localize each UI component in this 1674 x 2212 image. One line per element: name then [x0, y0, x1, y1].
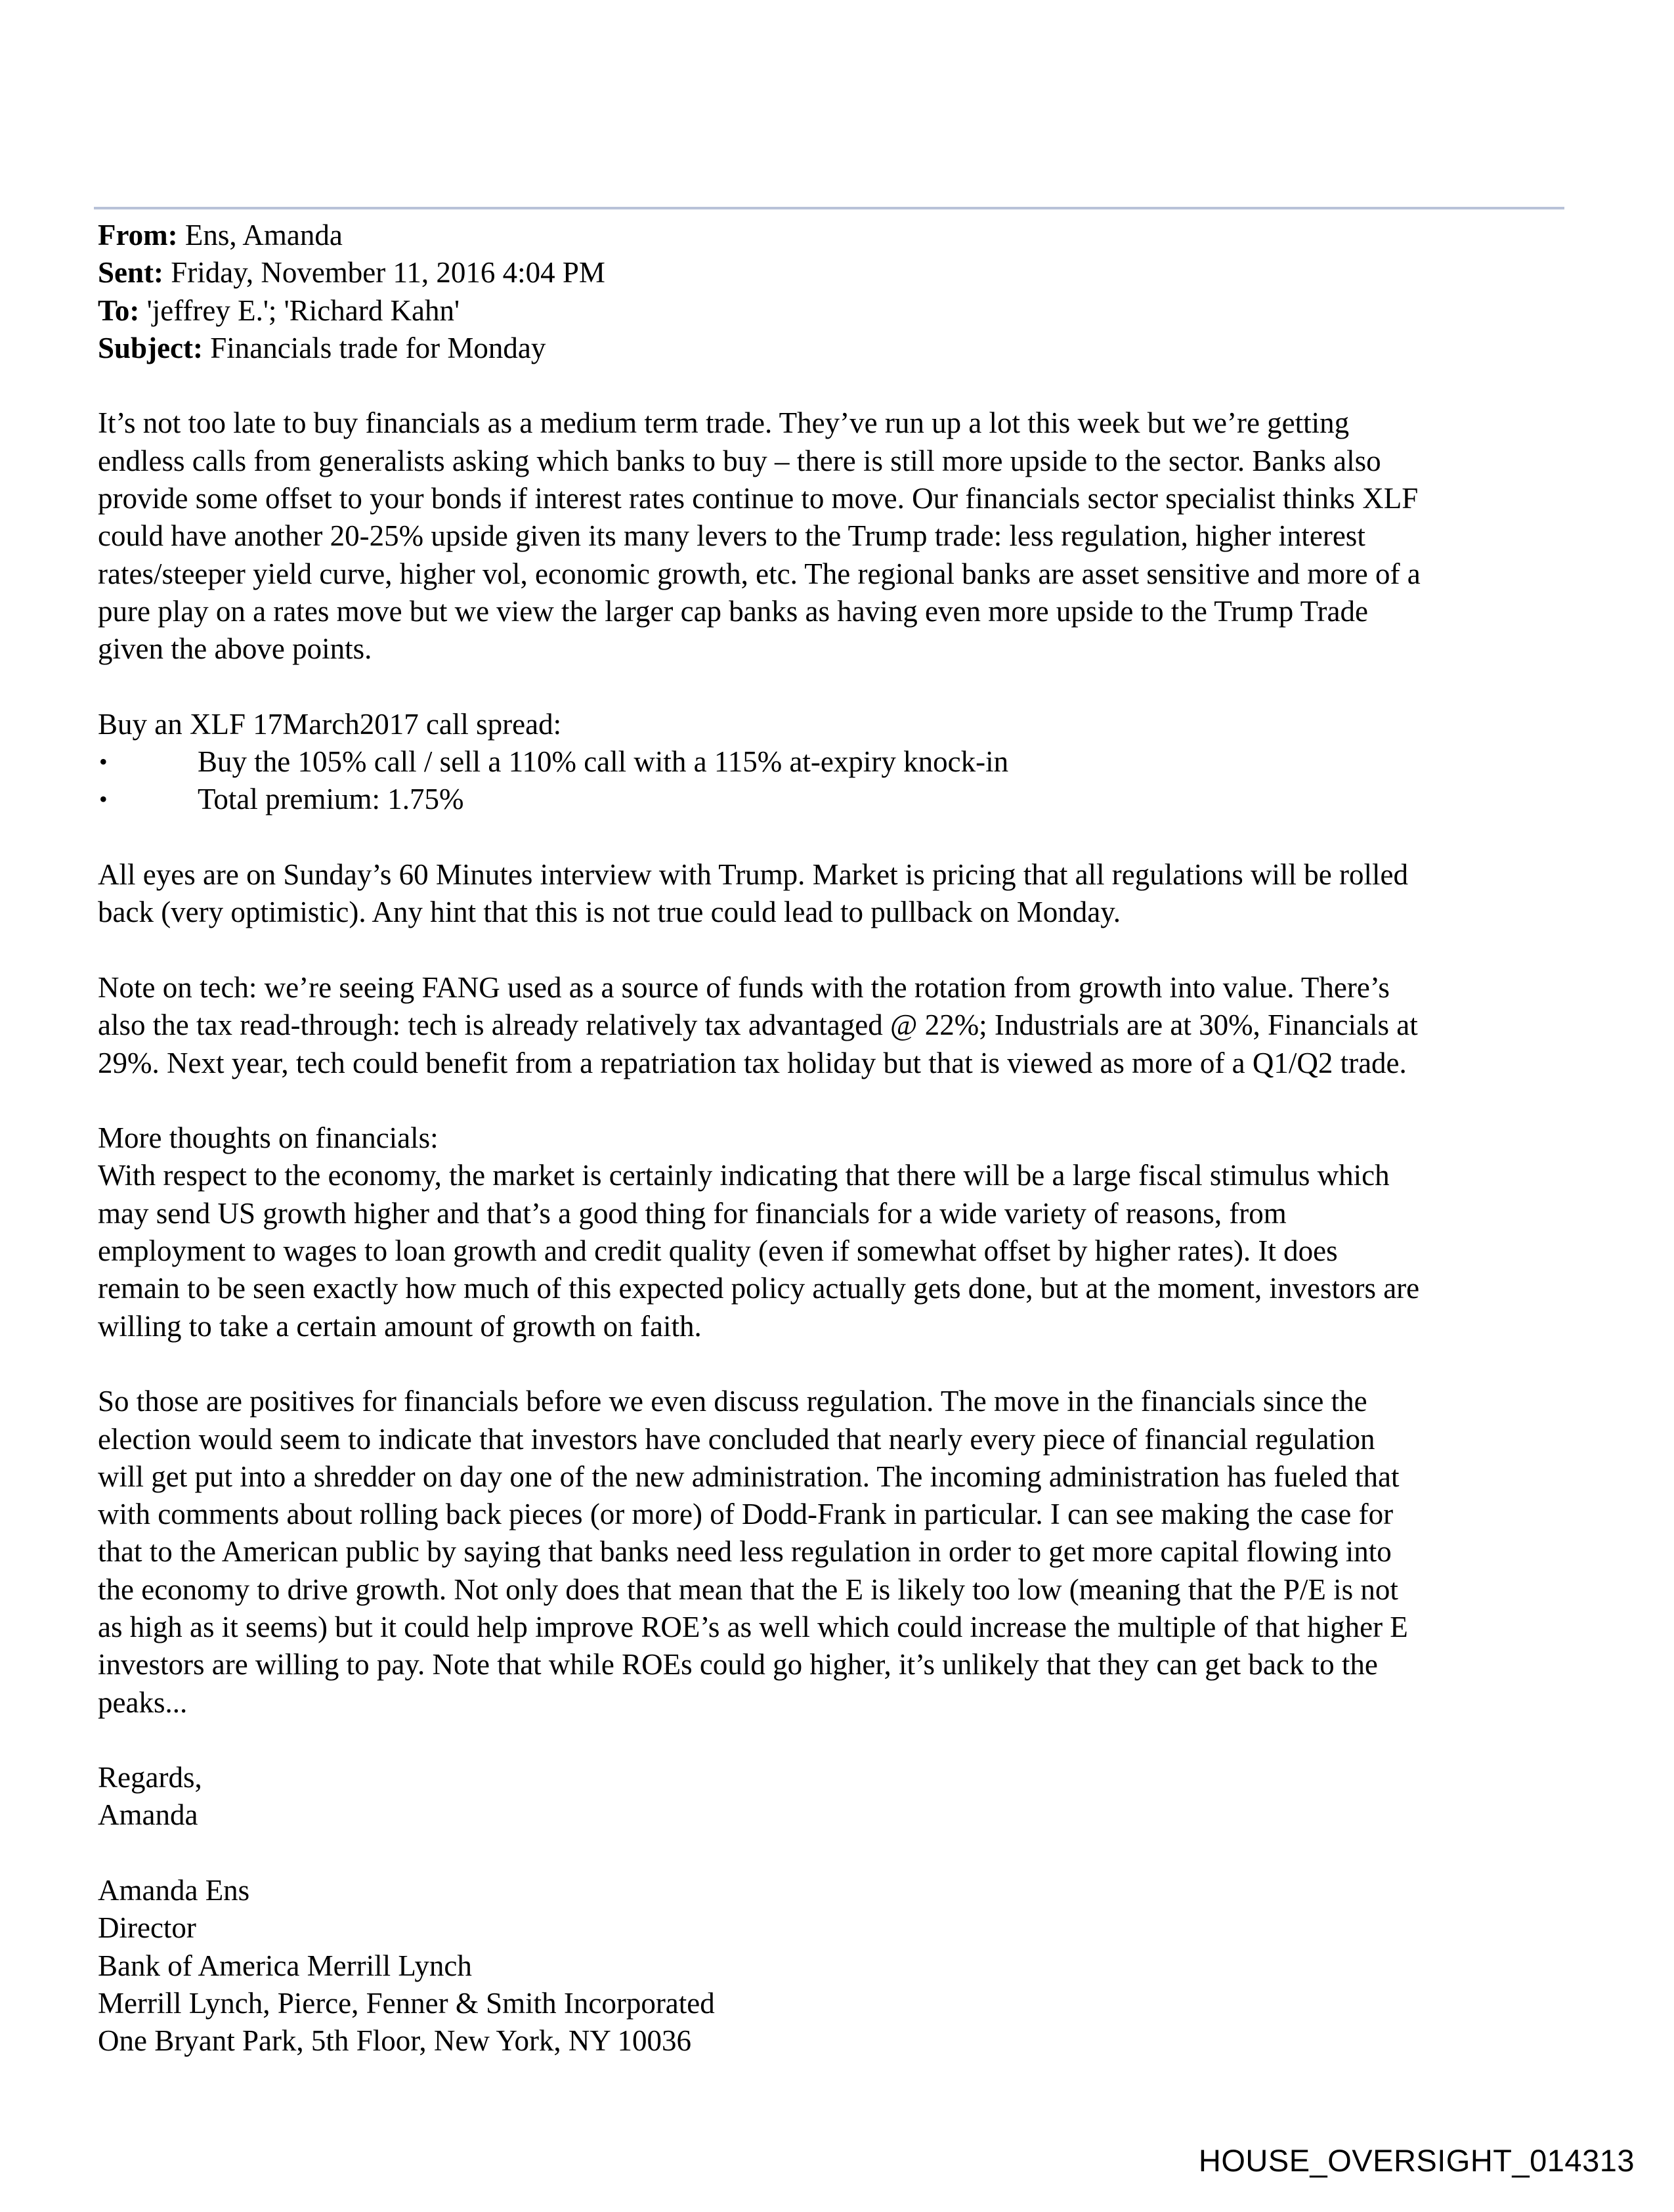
- text-line: the economy to drive growth. Not only does that mean that the E is likely too low (meaning that the P/E is not: [98, 1572, 1398, 1606]
- text-line: willing to take a certain amount of growth on faith.: [98, 1309, 702, 1343]
- text-line: With respect to the economy, the market is certainly indicating that there will be a large fiscal stimulus which: [98, 1159, 1390, 1192]
- text-line: peaks...: [98, 1685, 188, 1719]
- header-divider-rule: [94, 207, 1564, 209]
- text-line: rates/steeper yield curve, higher vol, economic growth, etc. The regional banks are asset sensitive and more of a: [98, 557, 1421, 590]
- from-label: From:: [98, 219, 178, 251]
- text-line: Note on tech: we’re seeing FANG used as a source of funds with the rotation from growth into value. There’s: [98, 970, 1390, 1004]
- body-paragraph-2: [98, 856, 1568, 932]
- text-line: given the above points.: [98, 632, 372, 666]
- sent-label: Sent:: [98, 256, 163, 290]
- text-line: endless calls from generalists asking which banks to buy – there is still more upside to the sector. Banks also: [98, 444, 1381, 477]
- header-to: [98, 292, 1568, 330]
- text-line: also the tax read-through: tech is already relatively tax advantaged @ 22%; Industrials are at 30%, Financials at: [98, 1008, 1418, 1042]
- trade-recommendation: [98, 706, 1568, 819]
- body-paragraph-5: [98, 1383, 1568, 1722]
- trade-bullet-list: [98, 743, 1568, 819]
- text-line: employment to wages to loan growth and credit quality (even if somewhat offset by higher rates). It does: [98, 1234, 1338, 1268]
- text-line: 29%. Next year, tech could benefit from a repatriation tax holiday but that is viewed as more of a Q1/Q2 trade.: [98, 1046, 1407, 1079]
- body-paragraph-3: [98, 969, 1568, 1082]
- signature-entity: Merrill Lynch, Pierce, Fenner & Smith Incorporated: [98, 1986, 715, 2020]
- bullet-icon: •: [99, 748, 108, 775]
- email-closing: [98, 1759, 1568, 1834]
- text-line: will get put into a shredder on day one of the new administration. The incoming administration has fueled that: [98, 1460, 1400, 1493]
- subject-value: Financials trade for Monday: [210, 331, 546, 364]
- signature-company: Bank of America Merrill Lynch: [98, 1949, 472, 1982]
- text-line: with comments about rolling back pieces (or more) of Dodd-Frank in particular. I can see making the case for: [98, 1498, 1394, 1531]
- to-value: 'jeffrey E.'; 'Richard Kahn': [146, 293, 460, 327]
- bullet-text: Buy the 105% call / sell a 110% call with a 115% at-expiry knock-in: [198, 745, 1009, 779]
- text-line: provide some offset to your bonds if interest rates continue to move. Our financials sector specialist thinks XLF: [98, 482, 1419, 515]
- text-line: that to the American public by saying that banks need less regulation in order to get more capital flowing into: [98, 1535, 1392, 1569]
- body-paragraph-1: [98, 404, 1568, 668]
- bullet-text: Total premium: 1.75%: [198, 783, 464, 816]
- bullet-icon: •: [99, 786, 108, 813]
- closing-salutation: Regards,: [98, 1761, 202, 1794]
- text-line: as high as it seems) but it could help improve ROE’s as well which could increase the multiple of that higher E: [98, 1610, 1408, 1643]
- subject-label: Subject:: [98, 331, 203, 364]
- email-header: [98, 217, 1568, 367]
- closing-name: Amanda: [98, 1798, 198, 1832]
- to-label: To:: [98, 293, 140, 327]
- paragraph-heading: More thoughts on financials:: [98, 1121, 439, 1155]
- text-line: investors are willing to pay. Note that while ROEs could go higher, it’s unlikely that they can get back to the: [98, 1648, 1378, 1681]
- text-line: All eyes are on Sunday’s 60 Minutes interview with Trump. Market is pricing that all regulations will be rolled: [98, 858, 1408, 892]
- signature-address: One Bryant Park, 5th Floor, New York, NY 10036: [98, 2024, 691, 2058]
- text-line: election would seem to indicate that investors have concluded that nearly every piece of financial regulation: [98, 1422, 1375, 1456]
- list-item: [98, 743, 1568, 781]
- header-from: [98, 217, 1568, 254]
- bates-number: HOUSE_OVERSIGHT_014313: [1198, 2143, 1635, 2178]
- text-line: So those are positives for financials before we even discuss regulation. The move in the financials since the: [98, 1385, 1367, 1418]
- email-signature: [98, 1872, 1568, 2060]
- text-line: pure play on a rates move but we view the larger cap banks as having even more upside to the Trump Trade: [98, 594, 1368, 628]
- trade-intro: Buy an XLF 17March2017 call spread:: [98, 707, 562, 741]
- sent-value: Friday, November 11, 2016 4:04 PM: [171, 256, 605, 290]
- text-line: It’s not too late to buy financials as a medium term trade. They’ve run up a lot this week but we’re getting: [98, 406, 1350, 440]
- text-line: remain to be seen exactly how much of this expected policy actually gets done, but at the moment, investors are: [98, 1272, 1420, 1305]
- header-sent: [98, 254, 1568, 292]
- body-paragraph-4: [98, 1119, 1568, 1345]
- text-line: back (very optimistic). Any hint that this is not true could lead to pullback on Monday.: [98, 896, 1121, 929]
- signature-title: Director: [98, 1911, 196, 1945]
- email-document: [98, 217, 1568, 2060]
- signature-name: Amanda Ens: [98, 1874, 250, 1907]
- text-line: could have another 20-25% upside given its many levers to the Trump trade: less regulation, higher interest: [98, 519, 1365, 553]
- from-value: Ens, Amanda: [184, 219, 343, 251]
- header-subject: [98, 330, 1568, 367]
- list-item: [98, 781, 1568, 818]
- text-line: may send US growth higher and that’s a good thing for financials for a wide variety of reasons, from: [98, 1196, 1287, 1230]
